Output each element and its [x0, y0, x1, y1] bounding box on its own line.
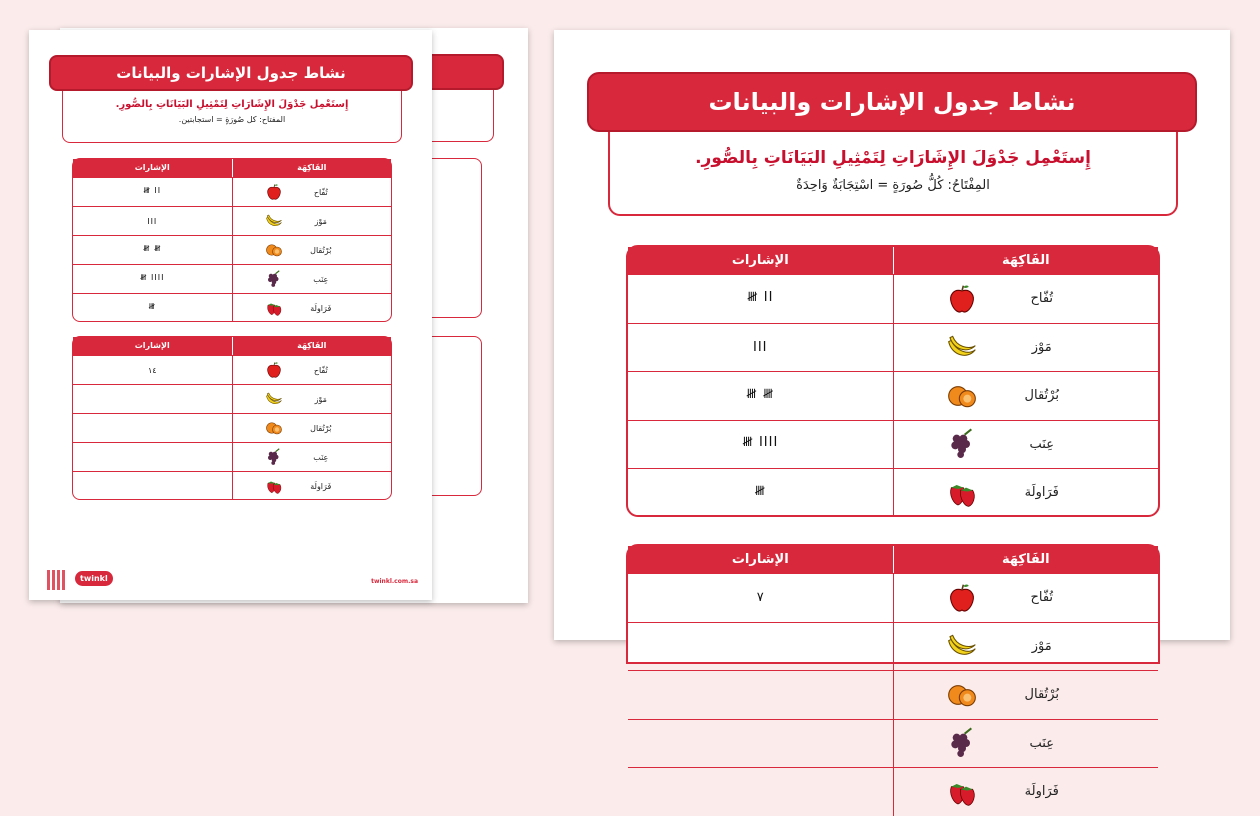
small-t1-fruit-cell	[233, 236, 392, 264]
grapes-icon	[946, 428, 978, 460]
orange-icon	[265, 419, 283, 437]
strawberry-icon	[946, 477, 978, 509]
table-row	[628, 371, 1158, 420]
banana-icon	[265, 212, 283, 230]
orange-icon	[265, 241, 283, 259]
small-instruction: إِستَعْمِل جَدْوَلَ الإِشَارَاتِ لِتَمْثِيلِ البَيَانَاتِ بِالصُّورِ.	[115, 99, 349, 110]
grapes-icon	[265, 270, 283, 288]
main-sheet	[554, 30, 1230, 800]
table-row	[628, 670, 1158, 719]
small-title: نشاط جدول الإشارات والبيانات	[116, 64, 346, 82]
table-row	[73, 293, 391, 322]
main-t2-fruit-cell	[894, 720, 1159, 768]
fruit-name: تُفّاح	[1030, 590, 1054, 606]
apple-icon	[946, 582, 978, 614]
main-t2-col-tally: الإشارات	[731, 552, 789, 567]
main-t1-col-tally: الإشارات	[731, 253, 789, 268]
main-t1-tally-cell: III	[628, 324, 894, 372]
banana-icon	[946, 331, 978, 363]
fruit-name: تُفّاح	[1030, 291, 1054, 307]
fruit-name: عِنَب	[313, 452, 329, 462]
table-row	[73, 355, 391, 384]
fruit-name: عِنَب	[1029, 735, 1054, 751]
main-t2-fruit-cell	[894, 623, 1159, 671]
table-row	[73, 471, 391, 500]
small-t2-tally-cell	[73, 472, 233, 500]
small-t1-fruit-cell	[233, 178, 392, 206]
fruit-name: عِنَب	[313, 274, 329, 284]
small-footer-url: twinkl.com.sa	[371, 578, 418, 585]
fruit-name: بُرْتُقال	[1024, 388, 1059, 404]
small-t1-tally-cell: 𝍸 𝍸	[73, 236, 233, 264]
fruit-name: بُرْتُقال	[310, 245, 332, 255]
main-instruction-box	[608, 132, 1178, 216]
fruit-name: بُرْتُقال	[310, 423, 332, 433]
small-t2-col-tally: الإشارات	[134, 341, 170, 350]
small-key: المفتاح: كل صُورَةٍ = استجابتين.	[178, 115, 286, 124]
main-t1-fruit-cell	[894, 372, 1159, 420]
table-row	[73, 206, 391, 235]
fruit-name: تُفّاح	[313, 365, 328, 375]
qr-code-icon	[47, 570, 67, 590]
small-t2-fruit-cell	[233, 443, 392, 471]
fruit-name: مَوْز	[314, 216, 327, 226]
main-t1-fruit-cell	[894, 324, 1159, 372]
main-t2-fruit-cell	[894, 671, 1159, 719]
small-footer	[29, 566, 432, 600]
small-t1-fruit-cell	[233, 294, 392, 322]
table-row	[628, 622, 1158, 671]
small-t2-fruit-cell	[233, 414, 392, 442]
small-table-1	[72, 158, 392, 322]
table-row	[628, 767, 1158, 816]
table-row	[628, 323, 1158, 372]
main-t1-fruit-cell	[894, 421, 1159, 469]
main-title: نشاط جدول الإشارات والبيانات	[708, 88, 1076, 116]
main-t1-fruit-cell	[894, 275, 1159, 323]
table-row	[73, 264, 391, 293]
table-row	[73, 413, 391, 442]
grapes-icon	[265, 448, 283, 466]
small-t2-fruit-cell	[233, 385, 392, 413]
main-t1-tally-cell: 𝍸	[628, 469, 894, 517]
main-table-2	[626, 544, 1160, 800]
main-t1-tally-cell: 𝍸 II	[628, 275, 894, 323]
table-row	[628, 468, 1158, 517]
main-table-1	[626, 245, 1160, 517]
fruit-name: عِنَب	[1029, 436, 1054, 452]
small-t2-tally-cell	[73, 414, 233, 442]
banana-icon	[265, 390, 283, 408]
small-t1-tally-cell: 𝍸	[73, 294, 233, 322]
main-t2-tally-cell	[628, 720, 894, 768]
table-row	[628, 420, 1158, 469]
small-header-bar	[49, 55, 413, 91]
main-t1-tally-cell: 𝍸 𝍸	[628, 372, 894, 420]
small-t2-col-fruit: الفَاكِهَة	[232, 337, 392, 355]
main-t1-fruit-cell	[894, 469, 1159, 517]
small-t2-tally-cell	[73, 385, 233, 413]
orange-icon	[946, 380, 978, 412]
small-t1-fruit-cell	[233, 207, 392, 235]
table-row	[628, 573, 1158, 622]
fruit-name: مَوْز	[1031, 339, 1052, 355]
table-row	[628, 274, 1158, 323]
fruit-name: مَوْز	[1031, 638, 1052, 654]
strawberry-icon	[265, 299, 283, 317]
main-t2-tally-cell: ٧	[628, 574, 894, 622]
small-table-2	[72, 336, 392, 500]
fruit-name: فَرَاولَة	[1024, 784, 1059, 800]
main-t2-tally-cell	[628, 623, 894, 671]
fruit-name: فَرَاولَة	[1024, 485, 1059, 501]
fruit-name: مَوْز	[314, 394, 327, 404]
table-row	[73, 442, 391, 471]
orange-icon	[946, 679, 978, 711]
fruit-name: فَرَاولَة	[310, 303, 332, 313]
apple-icon	[265, 183, 283, 201]
main-t2-col-fruit: الفَاكِهَة	[893, 546, 1159, 573]
small-t1-tally-cell: 𝍸 IIII	[73, 265, 233, 293]
main-header-bar	[587, 72, 1197, 132]
main-key: المِفْتَاحُ: كُلُّ صُورَةٍ = اسْتِجَابَةٌ وَاحِدَةٌ	[796, 178, 990, 193]
main-t2-fruit-cell	[894, 574, 1159, 622]
strawberry-icon	[946, 776, 978, 808]
strawberry-icon	[265, 477, 283, 495]
small-instruction-box	[62, 91, 402, 143]
small-t1-fruit-cell	[233, 265, 392, 293]
small-t2-fruit-cell	[233, 472, 392, 500]
small-sheet	[29, 30, 432, 600]
table-row	[73, 384, 391, 413]
small-t1-tally-cell: III	[73, 207, 233, 235]
apple-icon	[946, 283, 978, 315]
main-instruction: إِستَعْمِل جَدْوَلَ الإِشَارَاتِ لِتَمْثِيلِ البَيَانَاتِ بِالصُّورِ.	[695, 148, 1091, 168]
main-t2-tally-cell	[628, 768, 894, 816]
main-t2-tally-cell	[628, 671, 894, 719]
small-t1-col-tally: الإشارات	[134, 163, 170, 172]
small-t1-tally-cell: 𝍸 II	[73, 178, 233, 206]
table-row	[73, 235, 391, 264]
small-t2-tally-cell: ١٤	[73, 356, 233, 384]
fruit-name: بُرْتُقال	[1024, 687, 1059, 703]
main-t1-col-fruit: الفَاكِهَة	[893, 247, 1159, 274]
banana-icon	[946, 630, 978, 662]
apple-icon	[265, 361, 283, 379]
small-t2-fruit-cell	[233, 356, 392, 384]
grapes-icon	[946, 727, 978, 759]
table-row	[628, 719, 1158, 768]
main-t2-fruit-cell	[894, 768, 1159, 816]
table-row	[73, 177, 391, 206]
fruit-name: تُفّاح	[313, 187, 328, 197]
small-t2-tally-cell	[73, 443, 233, 471]
small-brand-logo: twinkl	[75, 571, 113, 586]
fruit-name: فَرَاولَة	[310, 481, 332, 491]
main-t1-tally-cell: 𝍸 IIII	[628, 421, 894, 469]
small-t1-col-fruit: الفَاكِهَة	[232, 159, 392, 177]
